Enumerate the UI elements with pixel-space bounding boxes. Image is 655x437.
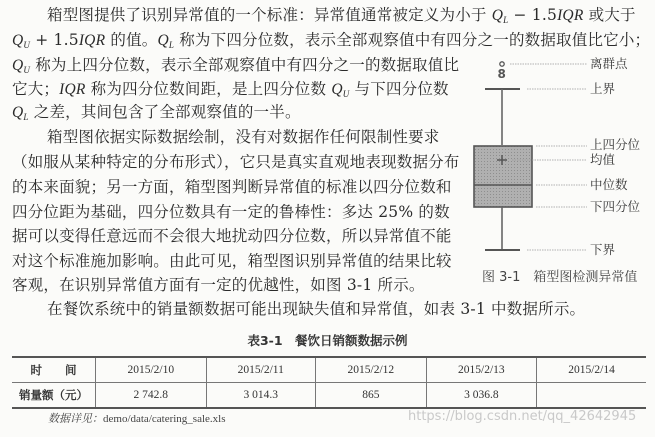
source-label: 数据详见：	[48, 412, 103, 425]
math-qu: $Q_U$	[12, 57, 31, 75]
math-ql: $Q_L$	[491, 7, 509, 25]
label-median: 中位数	[590, 177, 628, 192]
table-cell: 865	[316, 383, 427, 409]
math-iqr: IQR	[59, 81, 86, 98]
table-cell: 2015/2/11	[206, 357, 316, 383]
text: 称为下四分位数，表示全部观察值中有四分之一的数据取值比它小；	[174, 31, 651, 49]
table-header-row	[12, 357, 646, 383]
math-ql: $Q_L$	[157, 32, 175, 50]
table-row	[12, 383, 646, 409]
paragraph-1-line-1	[47, 4, 636, 31]
label-outlier: 离群点	[590, 56, 628, 71]
boxplot-figure	[460, 50, 655, 300]
label-lower-quartile: 下四分位	[590, 199, 641, 214]
paragraph-2-line-4: 四分位距为基础，四分位数具有一定的鲁棒性：多达 25% 的数	[12, 203, 450, 221]
label-upper-bound: 上界	[590, 81, 616, 96]
table-cell: 2015/2/10	[96, 357, 207, 383]
text: + 1.5	[30, 31, 79, 49]
label-mean: 均值	[590, 152, 616, 167]
table-title: 表3-1 餐饮日销额数据示例	[247, 333, 408, 348]
math-iqr: IQR	[78, 32, 106, 49]
paragraph-1-line-3	[12, 54, 459, 81]
math-iqr: IQR	[557, 7, 584, 24]
paragraph-2-line-7: 客观，在识别异常值方面有一定的优越性，如图 3-1 所示。	[12, 276, 425, 294]
math-qu: $Q_U$	[331, 81, 350, 99]
table-cell: 3 014.3	[206, 383, 316, 409]
outlier-point-icon	[500, 62, 504, 66]
text: 箱型图提供了识别异常值的一个标准：异常值通常被定义为小于	[47, 6, 492, 24]
text: 之差，其间包含了全部观察值的一半。	[28, 103, 301, 121]
table-cell: 2015/2/13	[426, 357, 537, 383]
paragraph-2-line-3: 的本来面貌；另一方面，箱型图判断异常值的标准以四分位数和	[12, 178, 452, 196]
text: 与下四分位数	[349, 80, 449, 98]
paragraph-2-line-2: （如服从某种特定的分布形式），它只是真实直观地表现数据分布	[12, 153, 460, 171]
text: 称为上四分位数，表示全部观察值中有四分之一的数据取值比	[30, 56, 460, 74]
data-source-note	[48, 410, 225, 426]
figure-caption: 图 3-1 箱型图检测异常值	[482, 270, 638, 285]
paragraph-2-line-1: 箱型图依据实际数据绘制，没有对数据作任何限制性要求	[47, 128, 440, 146]
paragraph-3: 在餐饮系统中的销量额数据可能出现缺失值和异常值，如表 3-1 中数据所示。	[47, 300, 586, 318]
table-cell: 3 036.8	[426, 383, 537, 409]
sales-table	[12, 356, 646, 409]
text: 它大；	[12, 80, 60, 98]
table-cell: 销量额（元）	[12, 383, 96, 409]
label-upper-quartile: 上四分位	[590, 137, 641, 152]
math-ql: $Q_L$	[12, 104, 29, 122]
iqr-box	[474, 146, 532, 207]
math-qu: $Q_U$	[12, 32, 31, 50]
paragraph-2-line-5: 据可以变得任意远而不会很大地扰动四分位数，所以异常值不能	[12, 227, 452, 245]
text: 称为四分位数间距，是上四分位数	[85, 80, 332, 98]
outlier-points-icon: 8	[497, 67, 506, 81]
text: − 1.5	[508, 6, 558, 24]
text: 的值。	[105, 31, 158, 49]
text: 或大于	[583, 6, 636, 24]
boxplot-diagram	[460, 50, 655, 265]
table-cell: 时 间	[12, 357, 96, 383]
table-cell: 2015/2/12	[316, 357, 427, 383]
table-cell: 2 742.8	[96, 383, 207, 409]
watermark: https://blog.csdn.net/qq_42642945	[408, 409, 637, 424]
source-path: demo/data/catering_sale.xls	[103, 413, 226, 425]
table-cell: 2015/2/14	[537, 357, 646, 383]
table-cell	[537, 383, 646, 409]
label-lower-bound: 下界	[590, 242, 616, 257]
paragraph-1-line-5	[12, 101, 301, 128]
paragraph-2-line-6: 对这个标准施加影响。由此可见，箱型图识别异常值的结果比较	[12, 252, 452, 270]
